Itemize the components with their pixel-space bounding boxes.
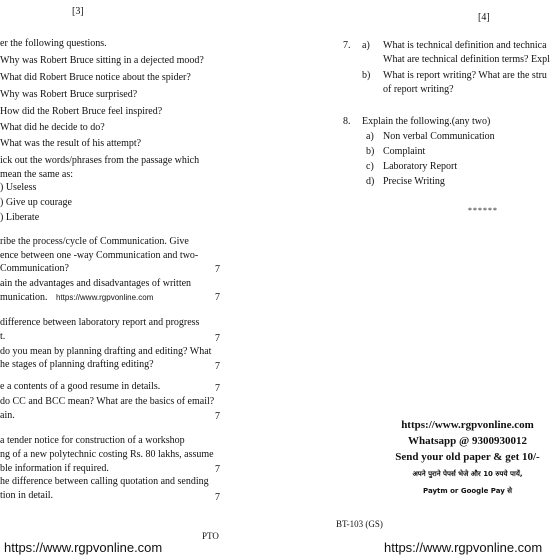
list-item: Complaint	[383, 146, 426, 157]
promo-url[interactable]: https://www.rgpvonline.com	[401, 419, 534, 431]
footer-url[interactable]: https://www.rgpvonline.com	[384, 540, 543, 555]
end-stars: ******	[468, 206, 498, 215]
question-text: he difference between calling quotation and sending	[0, 476, 209, 487]
marks: 7	[215, 333, 220, 344]
question-text: Explain the following.(any two)	[362, 116, 491, 127]
sub-question-label: d)	[366, 176, 375, 187]
question-text: do you mean by planning drafting and editing? What	[0, 346, 212, 357]
instruction-text: er the following questions.	[0, 38, 107, 49]
page-number: [3]	[72, 6, 84, 17]
instruction-text: ick out the words/phrases from the passage which	[0, 155, 200, 166]
question-item: What was the result of his attempt?	[0, 138, 142, 149]
question-number: 8.	[343, 116, 351, 127]
marks: 7	[215, 361, 220, 372]
paper-code: BT-103 (GS)	[336, 519, 383, 529]
sub-question-label: a)	[366, 131, 374, 142]
question-text: a tender notice for construction of a workshop	[0, 435, 185, 446]
question-text: ain.	[0, 410, 15, 421]
question-text: munication.	[0, 292, 48, 303]
question-text: do CC and BCC mean? What are the basics of email?	[0, 396, 215, 407]
question-text: t.	[0, 331, 6, 342]
promo-whatsapp: Whatsapp @ 9300930012	[407, 435, 528, 447]
question-item: How did the Robert Bruce feel inspired?	[0, 106, 163, 117]
footer-url[interactable]: https://www.rgpvonline.com	[4, 540, 163, 555]
question-text: ble information if required.	[0, 463, 109, 474]
watermark-url: https://www.rgpvonline.com	[56, 293, 154, 302]
question-text: he stages of planning drafting editing?	[0, 359, 154, 370]
question-text: What are technical definition terms? Expl	[383, 54, 550, 65]
page-number: [4]	[478, 12, 490, 23]
question-item: Why was Robert Bruce surprised?	[0, 89, 138, 100]
question-text: ence between one -way Communication and two-	[0, 250, 199, 261]
word-item: ) Useless	[0, 182, 37, 193]
word-item: ) Liberate	[0, 212, 40, 223]
marks: 7	[215, 492, 220, 503]
promo-send-paper: Send your old paper & get 10/-	[395, 451, 540, 463]
question-text: ng of a new polytechnic costing Rs. 80 lakhs, assume	[0, 449, 214, 460]
question-text: e a contents of a good resume in details.	[0, 381, 161, 392]
question-number: 7.	[343, 40, 351, 51]
promo-hindi: अपने पुराने पेपर्स भेजे और 10 रुपये पायें,	[412, 470, 523, 478]
sub-question-label: b)	[362, 70, 371, 81]
sub-question-label: c)	[366, 161, 374, 172]
question-item: What did Robert Bruce notice about the spider?	[0, 72, 191, 83]
pto-label: PTO	[202, 531, 219, 541]
instruction-text: mean the same as:	[0, 169, 74, 180]
list-item: Precise Writing	[383, 176, 445, 187]
question-text: tion in detail.	[0, 490, 54, 501]
question-text: What is report writing? What are the stru	[383, 70, 547, 81]
word-item: ) Give up courage	[0, 197, 72, 208]
question-item: What did he decide to do?	[0, 122, 105, 133]
question-text: ribe the process/cycle of Communication. Give	[0, 236, 189, 247]
question-text: What is technical definition and technica	[383, 40, 547, 51]
sub-question-label: b)	[366, 146, 375, 157]
list-item: Non verbal Communication	[383, 131, 495, 142]
question-text: difference between laboratory report and progress	[0, 317, 200, 328]
marks: 7	[215, 383, 220, 394]
sub-question-label: a)	[362, 40, 370, 51]
question-text: of report writing?	[383, 84, 454, 95]
list-item: Laboratory Report	[383, 161, 458, 172]
marks: 7	[215, 464, 220, 475]
marks: 7	[215, 411, 220, 422]
question-text: ain the advantages and disadvantages of written	[0, 278, 192, 289]
question-text: Communication?	[0, 263, 69, 274]
promo-payment: Paytm or Google Pay से	[423, 487, 512, 495]
marks: 7	[215, 292, 220, 303]
question-item: Why was Robert Bruce sitting in a dejected mood?	[0, 55, 204, 66]
marks: 7	[215, 264, 220, 275]
